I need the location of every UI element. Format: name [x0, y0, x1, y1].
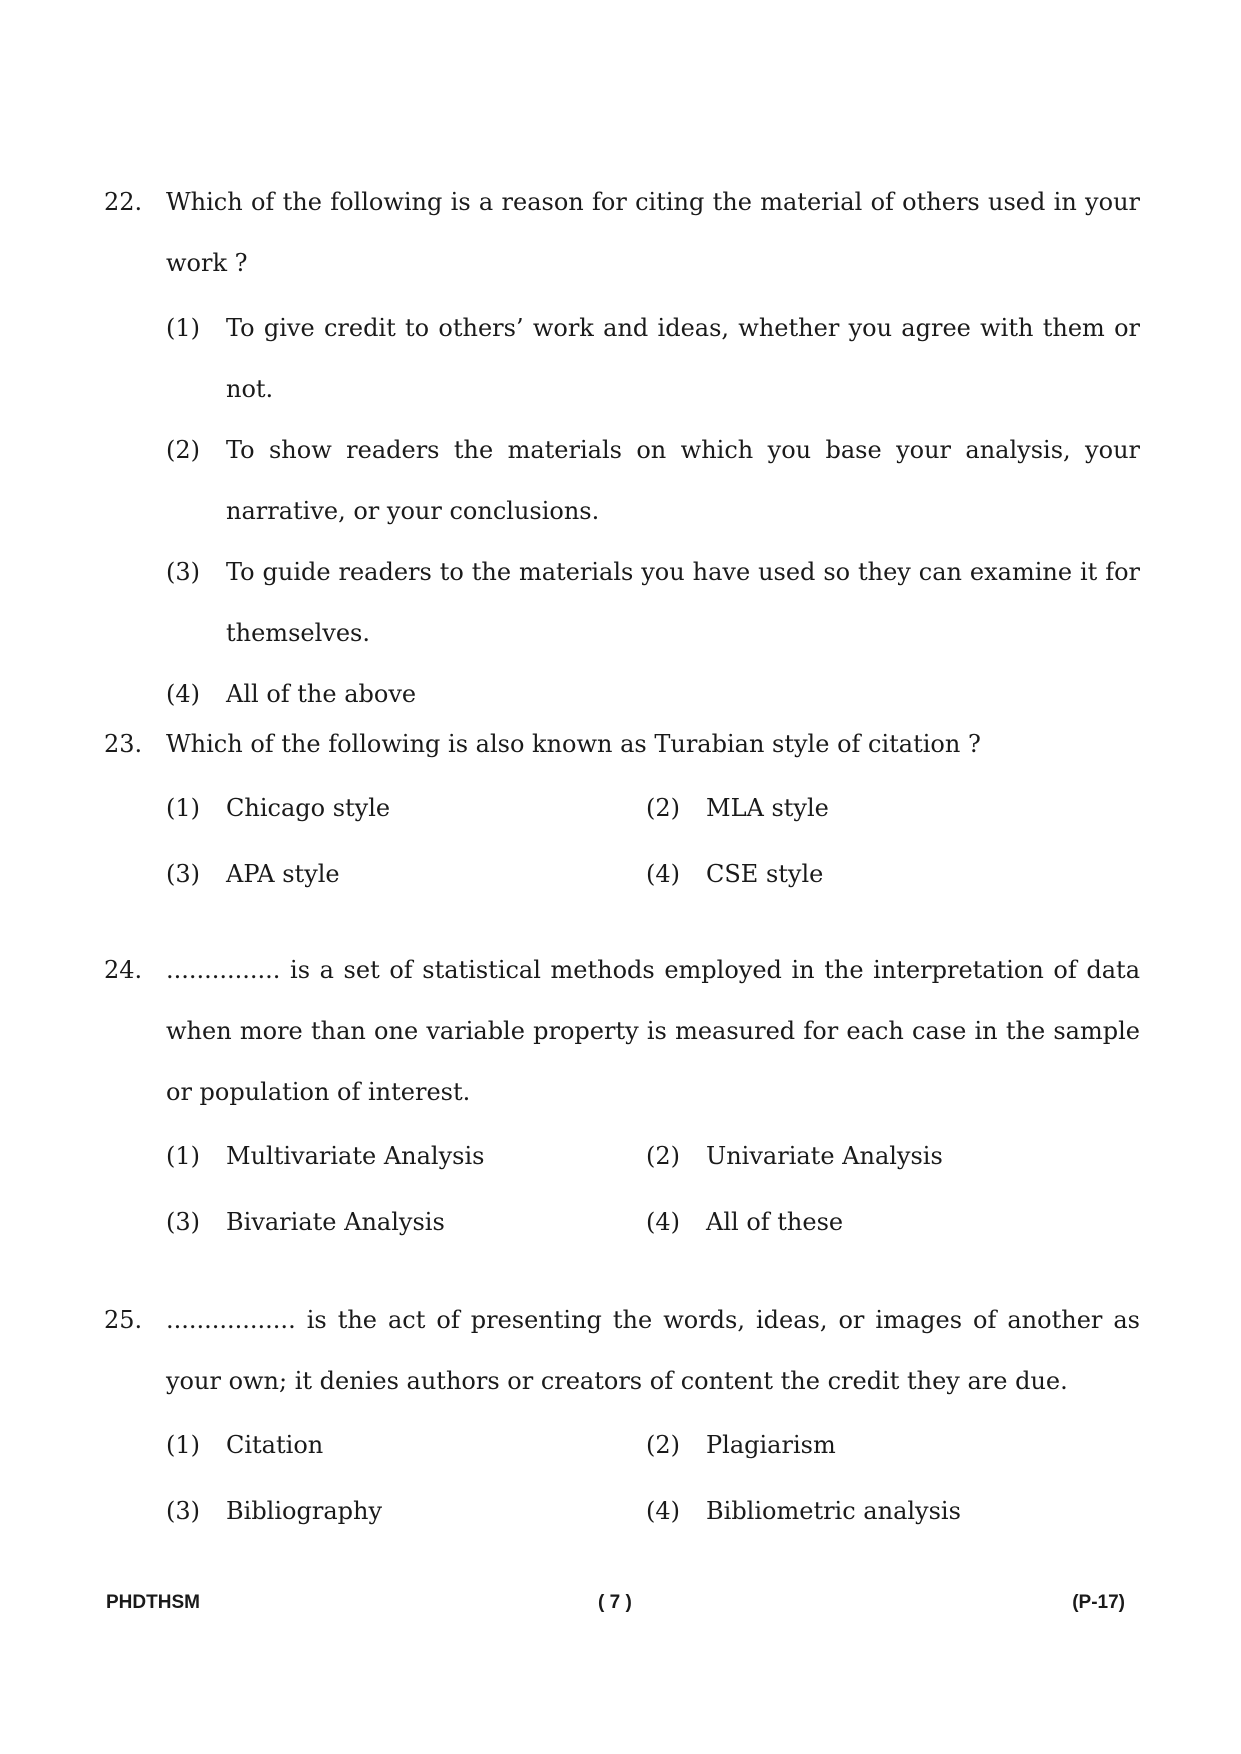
option-2 [646, 1412, 836, 1478]
option-number: (1) [166, 1142, 200, 1170]
option-number: (4) [166, 680, 200, 708]
question-text: ................. is the act of presenting the words, ideas, or images of another as your own; it denies authors or creators of content the credit they are due. [166, 1306, 1140, 1395]
option-2 [646, 775, 829, 841]
option-text: Bivariate Analysis [226, 1208, 445, 1236]
option-3 [166, 1189, 445, 1255]
option-number: (4) [646, 1208, 680, 1236]
option-3 [166, 1478, 382, 1544]
option-number: (2) [646, 794, 680, 822]
option-number: (1) [166, 794, 200, 822]
option-1 [166, 1412, 323, 1478]
option-text: APA style [226, 860, 340, 888]
option-text: Multivariate Analysis [226, 1142, 485, 1170]
option-text: CSE style [706, 860, 824, 888]
option-text: Plagiarism [706, 1431, 836, 1459]
option-text: All of these [706, 1208, 844, 1236]
option-number: (2) [646, 1142, 680, 1170]
option-text: To give credit to others’ work and ideas, whether you agree with them or not. [226, 314, 1140, 403]
option-row [104, 1412, 1140, 1478]
option-text: To show readers the materials on which you base your analysis, your narrative, or your conclusions. [226, 436, 1140, 525]
question-stem [104, 940, 1140, 1123]
option-text: Univariate Analysis [706, 1142, 943, 1170]
option-1 [166, 775, 390, 841]
option-text: Chicago style [226, 794, 391, 822]
set-code: (P-17) [1072, 1592, 1125, 1613]
option-number: (4) [646, 1497, 680, 1525]
option-number: (3) [166, 860, 200, 888]
option-text: Bibliography [226, 1497, 382, 1525]
question-number: 22. [104, 188, 143, 216]
option-1 [104, 298, 1140, 420]
option-row [104, 1189, 1140, 1255]
question-text: Which of the following is a reason for citing the material of others used in your work ? [166, 188, 1140, 277]
question-number: 25. [104, 1306, 143, 1334]
question-22 [104, 172, 1140, 725]
option-row [104, 775, 1140, 841]
option-4 [646, 841, 823, 907]
option-text: Citation [226, 1431, 324, 1459]
option-number: (1) [166, 314, 200, 342]
option-text: MLA style [706, 794, 829, 822]
option-4 [646, 1189, 843, 1255]
option-2 [104, 420, 1140, 542]
page-number: ( 7 ) [598, 1592, 632, 1613]
question-number: 24. [104, 956, 143, 984]
option-row [104, 841, 1140, 907]
option-number: (1) [166, 1431, 200, 1459]
question-number: 23. [104, 730, 143, 758]
paper-code: PHDTHSM [106, 1592, 200, 1613]
question-text: Which of the following is also known as Turabian style of citation ? [166, 730, 981, 758]
option-number: (3) [166, 1208, 200, 1236]
option-row [104, 1478, 1140, 1544]
option-text: To guide readers to the materials you have used so they can examine it for themselves. [226, 558, 1140, 647]
option-2 [646, 1123, 943, 1189]
option-number: (4) [646, 860, 680, 888]
option-3 [104, 542, 1140, 664]
question-stem [104, 172, 1140, 294]
question-text: ............... is a set of statistical methods employed in the interpretation of data when more than one variable property is measured for each case in the sample or population of interest. [166, 956, 1140, 1106]
question-stem [104, 1290, 1140, 1412]
option-1 [166, 1123, 484, 1189]
option-3 [166, 841, 340, 907]
option-text: Bibliometric analysis [706, 1497, 961, 1525]
question-24 [104, 940, 1140, 1255]
option-4 [646, 1478, 961, 1544]
option-number: (2) [646, 1431, 680, 1459]
question-25 [104, 1290, 1140, 1544]
option-number: (3) [166, 1497, 200, 1525]
option-row [104, 1123, 1140, 1189]
option-number: (2) [166, 436, 200, 464]
option-number: (3) [166, 558, 200, 586]
option-text: All of the above [226, 680, 417, 708]
question-23 [104, 714, 1140, 907]
question-stem [104, 714, 1140, 775]
